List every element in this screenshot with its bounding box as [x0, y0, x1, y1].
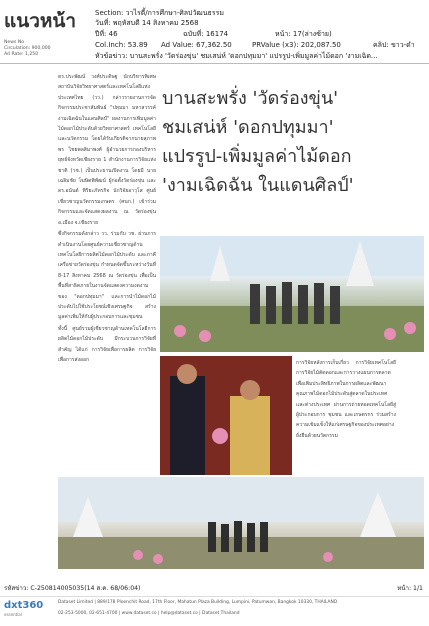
article-paragraph: ซึ่งกิจกรรมดังกล่าว วว. ร่วมกับ วช. ผ่านการดำเนินงานโดยศูนย์ความเชี่ยวชาญด้านเทคโนโลยีการผลิตไม้ดอกไม้ประดับ และภาคีเครือข่ายวัดร่องขุ่น กำหนดจัดขึ้นระหว่างวันที่ 8-17 สิงหาคม 2568 ณ วัดร่องขุ่น เพื่อเป็นพื้นที่สาธิตภายในงานจัดแสดงความงดงามของ "ดอกปทุมมา" และการนำไม้ดอกไม้ประดับไปใช้ประโยชน์เชิงเศรษฐกิจ สร้างมูลค่าเพิ่มให้กับผู้ประกอบการและชุมชน — [58, 231, 156, 321]
article-left-column — [58, 72, 156, 472]
news-code: รหัสข่าว: C-250814005035(14 ส.ค. 68/06:04) — [4, 585, 141, 592]
dataset-contact[interactable]: 02-253-5000, 02-651-4700 | www.dataset.co | help@dataset.co | Dataset Thailand — [58, 611, 240, 616]
article-paragraph: การวิจัยหลังการเก็บเกี่ยว การวิจัยเทคโนโลยี การวิจัยไม้ตัดดอกและการวางแผนการตลาด เพื่อเพิ่มประสิทธิภาพในการผลิตและพัฒนาคุณภาพไม้ดอกไม้ประดับสู่ตลาดในประเทศและต่างประเทศ ผ่านการถ่ายทอดเทคโนโลยีสู่ผู้ประกอบการ ชุมชน และเกษตรกร ร่วมสร้างความเข้มแข็งให้แก่เศรษฐกิจของประเทศอย่างยั่งยืนด้วยนวัตกรรม — [296, 360, 396, 439]
headline-line: 'งามเฉิดฉัน ในแดนศิลป์' — [162, 175, 354, 196]
ad-value-field: Ad Value: 67,362.50 — [161, 41, 232, 49]
date-field: วันที่: พฤหัสบดี 14 สิงหาคม 2568 — [95, 19, 199, 27]
article-right-column — [296, 358, 396, 476]
year-field: ปีที่: 46 — [95, 30, 118, 38]
headline-line: ชมเสน่ห์ 'ดอกปทุมมา' — [162, 117, 334, 138]
ad-rate: Ad Rate: 1,250 — [4, 52, 39, 57]
circulation: Circulation: 900,000 — [4, 46, 51, 51]
headline-line: แปรรูป-เพิ่มมูลค่าไม้ดอก — [162, 146, 352, 167]
headline-line: บานสะพรั่ง 'วัดร่องขุ่น' — [162, 88, 339, 109]
news-no-label: News No — [4, 40, 25, 45]
section-field: Section: วาไรตี้/การศึกษา-ศิลปวัฒนธรรม — [95, 9, 224, 17]
issue-field: ฉบับที่: 16174 — [183, 30, 229, 38]
publication-logo: แนวหน้า — [4, 11, 77, 32]
page-counter: หน้า: 1/1 — [397, 585, 423, 592]
color-field: คลิป: ขาว-ดำ — [373, 41, 415, 49]
dxt360-logo: dxt360 — [4, 600, 44, 611]
clipping-header — [0, 0, 429, 64]
headline-field: หัวข้อข่าว: บานสะพรั่ง 'วัดร่องขุ่น' ชมเสน่ห์ 'ดอกปทุมมา' แปรรูป-เพิ่มมูลค่าไม้ดอก 'งามเฉิด... — [95, 52, 378, 60]
col-inch-field: Col.Inch: 53.89 — [95, 41, 148, 49]
photo-ceremony — [160, 356, 292, 475]
article-headline — [162, 84, 427, 200]
article-paragraph: ดร.ประพัฒน์ วงศ์ประดิษฐ นักบริหารพิเศษ สถาบันวิจัยวิทยาศาสตร์และเทคโนโลยีแห่งประเทศไทย (วว.) กล่าวรายงานการจัดกิจกรรมประชาสัมพันธ์ "ปทุมมา มหาสวรรค์ งามเฉิดฉันในแดนศิลป์" ผลงานการเพิ่มมูลค่าไม้ดอกไม้ประดับด้วยวิทยาศาสตร์ เทคโนโลยีและนวัตกรรม โดยได้รับเกียรติจากนายสุภาพพร ไชยพลสิมาพงศ์ ผู้อำนวยการกองบริหารยุทธ์จังหวัดเชียงราย 1 สำนักงานการวิจัยแห่งชาติ (วช.) เป็นประธานเปิดงาน โดยมี นายเฉลิมชัย โฆษิตพิพัฒน์ ผู้ก่อตั้งวัดร่องขุ่น และ ดร.อนันต์ พิริยะภัทรกิจ นักวิจัยอาวุโส ศูนย์เชี่ยวชาญนวัตกรรมเกษตร (ศนก.) เข้าร่วมกิจกรรมและจัดแสดงผลงาน ณ วัดร่องขุ่น อ.เมือง จ.เชียงราย — [58, 74, 156, 226]
photo-temple-exhibition — [58, 477, 424, 569]
pr-value-field: PRValue (x3): 202,087.50 — [252, 41, 341, 49]
dataset-address: Dataset Limited | 889/178 Ploenchit Road, 17th Floor, Mahatun Plaza Building, Lumpini, Patumwan, Bangkok 10330, THAILAND — [58, 600, 338, 605]
photo-group-at-temple — [160, 236, 424, 352]
publication-info — [4, 40, 51, 58]
article-paragraph: ทั้งนี้ ศูนย์รวมผู้เชี่ยวชาญด้านเทคโนโลยีการผลิตไม้ดอกไม้ประดับ มีกระบวนการวิจัยที่สำคัญ ได้แก่ การวิจัยเพื่อการผลิต การวิจัยเพื่อการส่งออก — [58, 325, 156, 363]
page-field: หน้า: 17(ล่างซ้าย) — [275, 30, 332, 38]
dxt360-sub: essential — [4, 612, 22, 617]
